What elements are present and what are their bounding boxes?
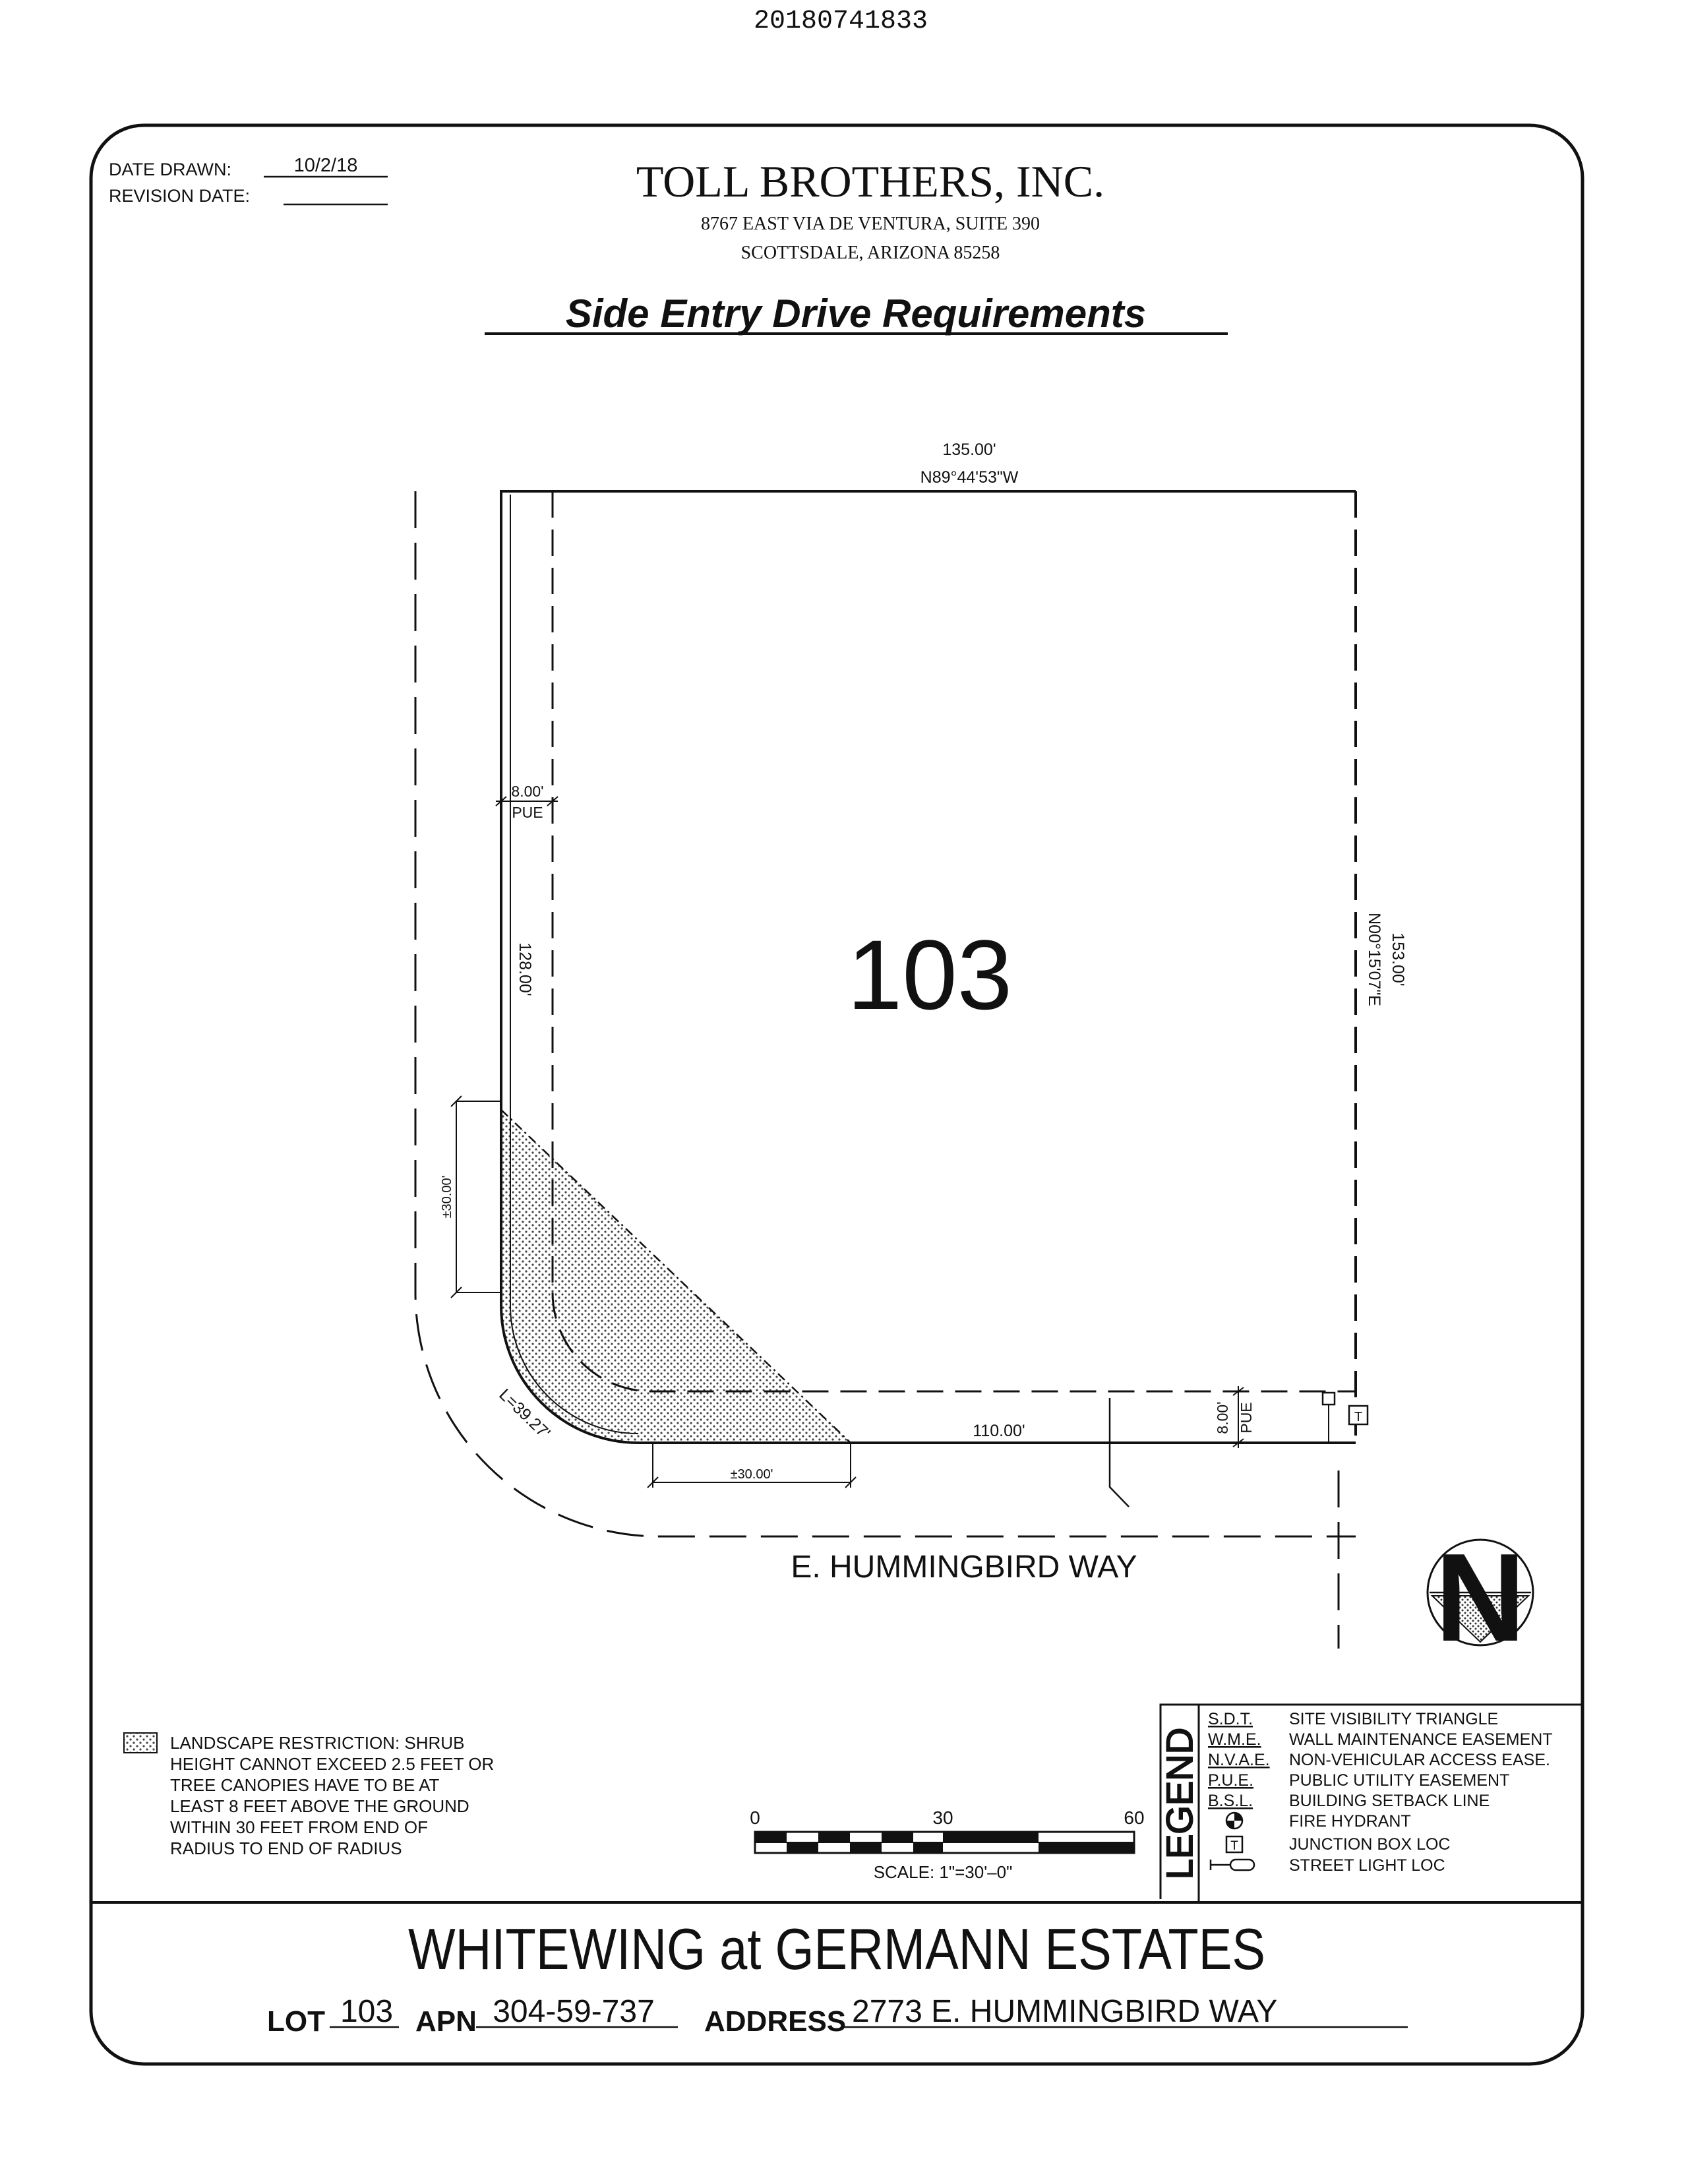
company-address-line1: 8767 EAST VIA DE VENTURA, SUITE 390	[700, 214, 1040, 234]
west-pue-label: PUE	[512, 804, 543, 821]
legend-abbr: P.U.E.	[1208, 1771, 1254, 1790]
visibility-vertical-label: ±30.00'	[440, 1175, 454, 1219]
north-bearing-label: N89°44'53"W	[920, 468, 1019, 487]
legend	[1159, 1705, 1582, 1902]
arc-length-label: L=39.27'	[495, 1385, 554, 1443]
legend-desc: FIRE HYDRANT	[1289, 1812, 1411, 1831]
legend-abbr: W.M.E.	[1208, 1730, 1261, 1749]
date-drawn-value: 10/2/18	[293, 155, 358, 176]
lot-label: LOT	[267, 2005, 325, 2038]
scale-cell	[1039, 1842, 1134, 1853]
landscape-note-line: RADIUS TO END OF RADIUS	[170, 1838, 402, 1858]
scale-cell	[818, 1832, 850, 1842]
legend-desc: WALL MAINTENANCE EASEMENT	[1289, 1730, 1553, 1749]
landscape-note-line: LANDSCAPE RESTRICTION: SHRUB	[170, 1733, 465, 1753]
scale-tick-30: 30	[932, 1807, 953, 1828]
south-pue-distance-label: 8.00'	[1214, 1401, 1231, 1434]
landscape-note	[170, 1733, 498, 1858]
apn-label: APN	[415, 2005, 477, 2038]
legend-abbr: B.S.L.	[1208, 1792, 1253, 1810]
legend-desc: NON-VEHICULAR ACCESS EASE.	[1289, 1751, 1550, 1769]
west-distance-label: 128.00'	[516, 942, 534, 996]
scale-cell	[882, 1832, 913, 1842]
lot-number-label: 103	[847, 919, 1013, 1030]
legend-abbr: S.D.T.	[1208, 1710, 1253, 1728]
utility-box-icon	[1323, 1393, 1335, 1405]
document-number: 20180741833	[753, 7, 928, 36]
apn-value: 304-59-737	[493, 1994, 655, 2029]
landscape-note-line: LEAST 8 FEET ABOVE THE GROUND	[170, 1796, 469, 1816]
east-bearing-label: N00°15'07"E	[1365, 913, 1383, 1006]
scale-cell	[913, 1842, 943, 1853]
legend-abbr: T	[1230, 1839, 1238, 1853]
street-light-icon	[1211, 1860, 1254, 1870]
company-name: TOLL BROTHERS, INC.	[636, 156, 1105, 206]
landscape-note-line: HEIGHT CANNOT EXCEED 2.5 FEET OR	[170, 1754, 495, 1774]
scale-cell	[787, 1842, 818, 1853]
driveway-indicator-line	[1110, 1398, 1129, 1507]
scale-cell	[943, 1832, 1039, 1842]
scale-cell	[755, 1832, 787, 1842]
landscape-note-line: TREE CANOPIES HAVE TO BE AT	[170, 1775, 439, 1795]
legend-title: LEGEND	[1159, 1727, 1200, 1880]
plan-title: Side Entry Drive Requirements	[565, 291, 1147, 336]
project-title: WHITEWING at GERMANN ESTATES	[408, 1916, 1265, 1982]
east-distance-label: 153.00'	[1389, 932, 1407, 986]
visibility-horizontal-label: ±30.00'	[730, 1467, 773, 1482]
address-label: ADDRESS	[704, 2005, 847, 2038]
legend-desc: JUNCTION BOX LOC	[1289, 1835, 1451, 1854]
south-distance-label: 110.00'	[973, 1422, 1025, 1440]
junction-box-letter: T	[1354, 1410, 1363, 1424]
lot-value: 103	[340, 1994, 394, 2029]
scale-cell	[850, 1842, 882, 1853]
legend-desc: SITE VISIBILITY TRIANGLE	[1289, 1710, 1499, 1728]
legend-desc: PUBLIC UTILITY EASEMENT	[1289, 1771, 1510, 1790]
company-address-line2: SCOTTSDALE, ARIZONA 85258	[740, 243, 1000, 263]
north-arrow-letter: N	[1435, 1528, 1526, 1668]
scale-label: SCALE: 1"=30'–0"	[873, 1862, 1013, 1882]
legend-abbr: N.V.A.E.	[1208, 1751, 1270, 1769]
scale-tick-60: 60	[1124, 1807, 1145, 1828]
scale-tick-0: 0	[750, 1807, 760, 1828]
legend-desc: STREET LIGHT LOC	[1289, 1856, 1445, 1875]
street-name-label: E. HUMMINGBIRD WAY	[791, 1550, 1137, 1585]
graphic-scale	[750, 1807, 1144, 1882]
legend-desc: BUILDING SETBACK LINE	[1289, 1792, 1490, 1810]
north-distance-label: 135.00'	[942, 440, 996, 459]
landscape-restriction-swatch	[124, 1733, 157, 1753]
landscape-note-line: WITHIN 30 FEET FROM END OF	[170, 1817, 428, 1837]
revision-date-label: REVISION DATE:	[109, 186, 251, 206]
west-pue-distance-label: 8.00'	[511, 783, 544, 800]
hydrant-icon	[1226, 1813, 1242, 1829]
address-value: 2773 E. HUMMINGBIRD WAY	[852, 1994, 1278, 2029]
south-pue-label: PUE	[1238, 1402, 1255, 1434]
date-drawn-label: DATE DRAWN:	[109, 160, 231, 179]
north-arrow	[1428, 1528, 1533, 1668]
